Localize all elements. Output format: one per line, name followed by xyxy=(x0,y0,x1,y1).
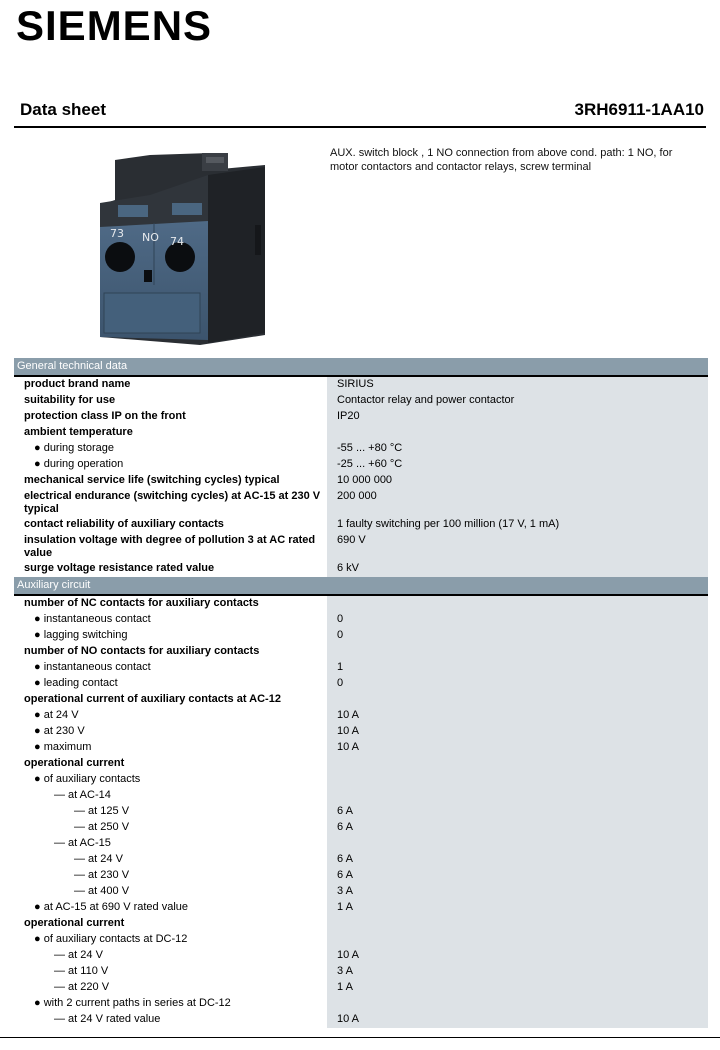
row-label: contact reliability of auxiliary contacts xyxy=(14,517,327,533)
row-label: number of NC contacts for auxiliary contacts xyxy=(14,596,327,612)
table-row xyxy=(14,932,708,948)
row-label: number of NO contacts for auxiliary contacts xyxy=(14,644,327,660)
table-row xyxy=(14,836,708,852)
row-label: — at 24 V xyxy=(14,852,327,868)
row-label: insulation voltage with degree of pollution 3 at AC rated value xyxy=(14,533,327,561)
row-value: IP20 xyxy=(327,409,708,425)
row-value xyxy=(327,788,708,804)
table-row xyxy=(14,884,708,900)
row-value: 200 000 xyxy=(327,489,708,517)
table-row xyxy=(14,596,708,612)
row-value: 10 A xyxy=(327,724,708,740)
row-value: 1 A xyxy=(327,900,708,916)
row-value xyxy=(327,425,708,441)
row-label: ● at 230 V xyxy=(14,724,327,740)
row-value: -25 ... +60 °C xyxy=(327,457,708,473)
table-row xyxy=(14,996,708,1012)
row-value: 10 A xyxy=(327,1012,708,1028)
page-title: Data sheet xyxy=(20,100,106,119)
table-row xyxy=(14,561,708,577)
section-header: General technical data xyxy=(14,358,708,377)
row-label: — at 230 V xyxy=(14,868,327,884)
table-row xyxy=(14,676,708,692)
table-row xyxy=(14,916,708,932)
row-label: ● lagging switching xyxy=(14,628,327,644)
row-value: 6 A xyxy=(327,852,708,868)
table-row xyxy=(14,473,708,489)
row-label: — at 400 V xyxy=(14,884,327,900)
product-description: AUX. switch block , 1 NO connection from above cond. path: 1 NO, for motor contactors and contactor relays, screw terminal xyxy=(330,147,673,173)
table-row xyxy=(14,772,708,788)
table-row xyxy=(14,517,708,533)
row-value: 6 A xyxy=(327,820,708,836)
row-value: Contactor relay and power contactor xyxy=(327,393,708,409)
row-value xyxy=(327,996,708,1012)
row-value xyxy=(327,932,708,948)
row-value xyxy=(327,596,708,612)
row-label: — at 24 V xyxy=(14,948,327,964)
row-label: ● leading contact xyxy=(14,676,327,692)
table-row xyxy=(14,788,708,804)
table-row xyxy=(14,533,708,561)
row-label: ● with 2 current paths in series at DC-12 xyxy=(14,996,327,1012)
product-image xyxy=(90,145,280,350)
table-row xyxy=(14,489,708,517)
table-row xyxy=(14,820,708,836)
row-value: 0 xyxy=(327,628,708,644)
row-label: ● maximum xyxy=(14,740,327,756)
row-value: 1 xyxy=(327,660,708,676)
row-value: 6 kV xyxy=(327,561,708,577)
table-row xyxy=(14,756,708,772)
row-value: 1 faulty switching per 100 million (17 V, 1 mA) xyxy=(327,517,708,533)
row-value: 6 A xyxy=(327,804,708,820)
table-row xyxy=(14,377,708,393)
row-label: product brand name xyxy=(14,377,327,393)
row-label: operational current xyxy=(14,756,327,772)
row-label: ● instantaneous contact xyxy=(14,660,327,676)
row-value: 690 V xyxy=(327,533,708,561)
table-row xyxy=(14,441,708,457)
table-row xyxy=(14,708,708,724)
table-row xyxy=(14,628,708,644)
row-label: — at 24 V rated value xyxy=(14,1012,327,1028)
row-value: 6 A xyxy=(327,868,708,884)
row-value xyxy=(327,692,708,708)
technical-data-table xyxy=(14,358,708,1028)
row-value xyxy=(327,756,708,772)
row-label: ● of auxiliary contacts at DC-12 xyxy=(14,932,327,948)
table-row xyxy=(14,948,708,964)
row-value: 10 A xyxy=(327,740,708,756)
table-row xyxy=(14,612,708,628)
table-row xyxy=(14,1012,708,1028)
row-value: 3 A xyxy=(327,964,708,980)
row-value: 10 000 000 xyxy=(327,473,708,489)
table-row xyxy=(14,660,708,676)
table-row xyxy=(14,740,708,756)
row-label: ● of auxiliary contacts xyxy=(14,772,327,788)
row-value: 0 xyxy=(327,612,708,628)
row-value xyxy=(327,916,708,932)
row-label: surge voltage resistance rated value xyxy=(14,561,327,577)
row-label: ● at AC-15 at 690 V rated value xyxy=(14,900,327,916)
row-label: protection class IP on the front xyxy=(14,409,327,425)
terminal-label-no: NO xyxy=(142,231,159,244)
row-value: 1 A xyxy=(327,980,708,996)
terminal-label-74: 74 xyxy=(170,235,184,248)
row-label: electrical endurance (switching cycles) at AC-15 at 230 V typical xyxy=(14,489,327,517)
row-value: -55 ... +80 °C xyxy=(327,441,708,457)
row-value xyxy=(327,772,708,788)
row-label: operational current of auxiliary contacts at AC-12 xyxy=(14,692,327,708)
datasheet-header xyxy=(14,100,706,128)
terminal-label-73: 73 xyxy=(110,227,124,240)
row-value xyxy=(327,644,708,660)
table-row xyxy=(14,409,708,425)
row-value: 3 A xyxy=(327,884,708,900)
table-row xyxy=(14,644,708,660)
part-number: 3RH6911-1AA10 xyxy=(574,100,704,119)
section-header: Auxiliary circuit xyxy=(14,577,708,596)
row-value: 10 A xyxy=(327,948,708,964)
row-label: ambient temperature xyxy=(14,425,327,441)
table-row xyxy=(14,804,708,820)
table-row xyxy=(14,980,708,996)
row-label: — at AC-14 xyxy=(14,788,327,804)
table-row xyxy=(14,964,708,980)
row-value: SIRIUS xyxy=(327,377,708,393)
page-bottom-rule xyxy=(0,1037,720,1038)
row-label: — at 110 V xyxy=(14,964,327,980)
row-label: mechanical service life (switching cycles) typical xyxy=(14,473,327,489)
table-row xyxy=(14,724,708,740)
row-label: ● instantaneous contact xyxy=(14,612,327,628)
table-row xyxy=(14,393,708,409)
table-row xyxy=(14,900,708,916)
row-label: — at AC-15 xyxy=(14,836,327,852)
row-label: operational current xyxy=(14,916,327,932)
row-value: 0 xyxy=(327,676,708,692)
table-row xyxy=(14,852,708,868)
row-label: ● at 24 V xyxy=(14,708,327,724)
row-label: — at 250 V xyxy=(14,820,327,836)
table-row xyxy=(14,868,708,884)
table-row xyxy=(14,692,708,708)
row-value xyxy=(327,836,708,852)
row-label: ● during operation xyxy=(14,457,327,473)
siemens-logo: SIEMENS xyxy=(16,2,213,49)
row-label: suitability for use xyxy=(14,393,327,409)
table-row xyxy=(14,425,708,441)
row-label: — at 220 V xyxy=(14,980,327,996)
row-label: ● during storage xyxy=(14,441,327,457)
row-value: 10 A xyxy=(327,708,708,724)
table-row xyxy=(14,457,708,473)
row-label: — at 125 V xyxy=(14,804,327,820)
